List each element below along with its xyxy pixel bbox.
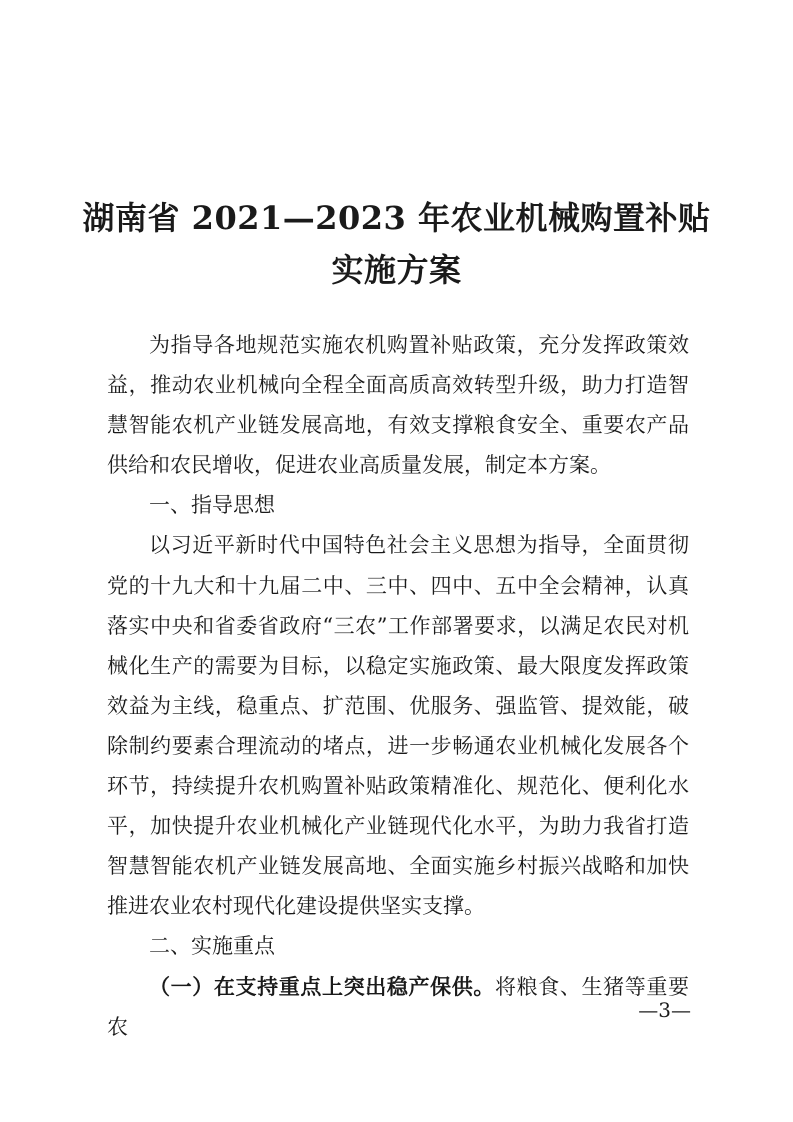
document-title: [0, 192, 793, 296]
title-line-1: 湖南省 2021—2023 年农业机械购置补贴: [82, 199, 711, 237]
subsection-lead: （一）在支持重点上突出稳产保供。: [149, 973, 495, 999]
section-heading-key-points: 二、实施重点: [149, 934, 275, 959]
document-body: [107, 325, 689, 1047]
subsection-text: 将粮食、生猪等重要农: [107, 974, 689, 1039]
title-line-2: 实施方案: [331, 251, 462, 289]
guiding-ideology-paragraph: 以习近平新时代中国特色社会主义思想为指导，全面贯彻党的十九大和十九届二中、三中、四中、五中全会精神，认真落实中央和省委省政府“三农”工作部署要求，以满足农民对机械化生产的需要为目标，以稳定实施政策、最大限度发挥政策效益为主线，稳重点、扩范围、优服务、强监管、提效能，破除制约要素合理流动的堵点，进一步畅通农业机械化发展各个环节，持续提升农机购置补贴政策精准化、规范化、便利化水平，加快提升农业机械化产业链现代化水平，为助力我省打造智慧智能农机产业链发展高地、全面实施乡村振兴战略和加快推进农业农村现代化建设提供坚实支撑。: [107, 533, 689, 919]
subsection-paragraph: [107, 967, 689, 1047]
section-heading-guiding-ideology: 一、指导思想: [149, 493, 275, 518]
page-number: —3—: [638, 998, 691, 1022]
intro-paragraph: 为指导各地规范实施农机购置补贴政策，充分发挥政策效益，推动农业机械向全程全面高质高效转型升级，助力打造智慧智能农机产业链发展高地，有效支撑粮食安全、重要农产品供给和农民增收，促进农业高质量发展，制定本方案。: [107, 333, 689, 478]
